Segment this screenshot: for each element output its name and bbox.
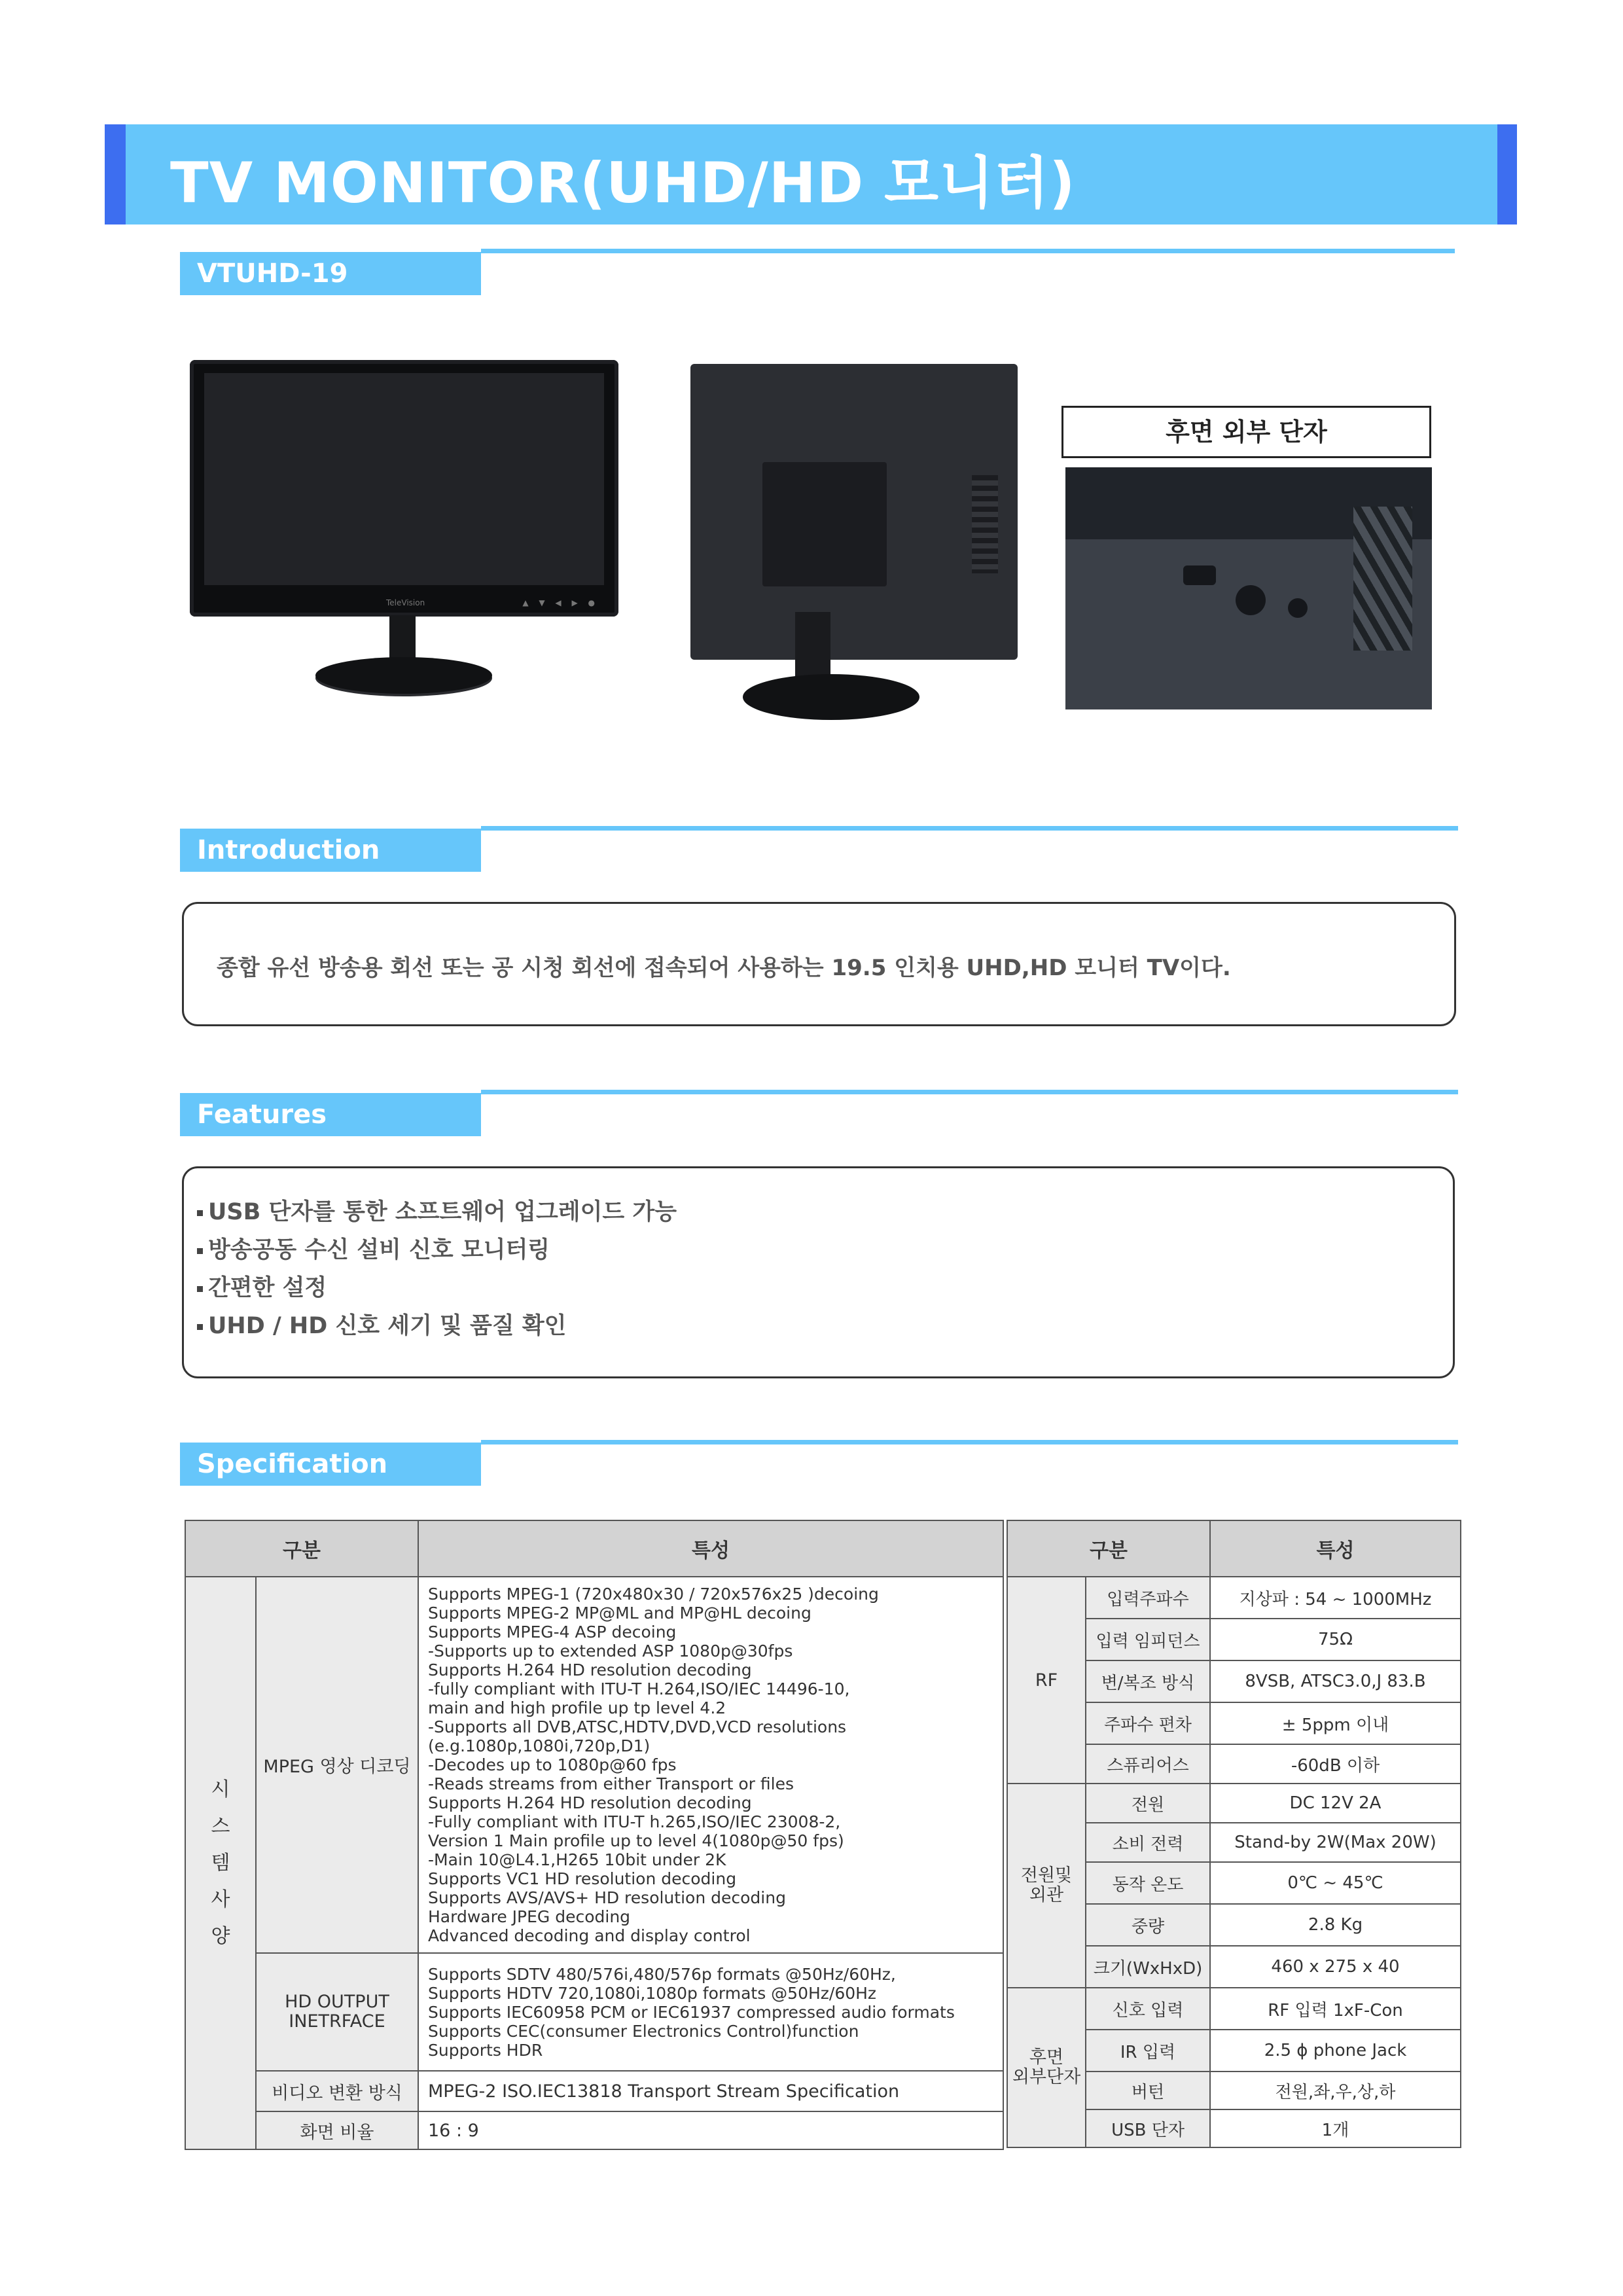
rear-row-value: 1개 [1210, 2109, 1461, 2147]
power-row-value: 460 x 275 x 40 [1210, 1946, 1461, 1988]
monitor-brand-logo: TeleVision [386, 598, 425, 607]
mpeg-text: Supports MPEG-1 (720x480x30 / 720x576x25 )decoing Supports MPEG-2 MP@ML and MP@HL decoing Supports MPEG-4 ASP decoing -Supports up to extended ASP 1080p@30fps Supports H.264 HD resolution decoding -fully compliant with ITU-T H.264,ISO/IEC 14496-10, main and high profile up tp level 4.2 -Supports all DVB,ATSC,HDTV,DVD,VCD resolutions (e.g.1080p,1080i,720p,D1) -Decodes up to 1080p@60 fps -Reads streams from either Transport or files Supports H.264 HD resolution decoding -Fully compliant with ITU-T h.265,ISO/IEC 23008-2, Version 1 Main profile up to level 4(1080p@50 fps) -Main 10@L4.1,H265 10bit under 2K Supports VC1 HD resolution decoding Supports AVS/AVS+ HD resolution decoding Hardware JPEG decoding Advanced decoding and display control [418, 1577, 1003, 1953]
aspect-ratio-text: 16 : 9 [418, 2111, 1003, 2149]
monitor-back-base [743, 674, 919, 720]
video-conversion-label: 비디오 변환 방식 [256, 2071, 418, 2111]
monitor-buttons: ▲ ▼ ◀ ▶ ● [522, 598, 599, 607]
rf-row-name: 변/복조 방식 [1086, 1660, 1210, 1702]
bullet-icon [197, 1210, 203, 1216]
rear-photo-fins [1353, 507, 1412, 651]
power-row-value: Stand-by 2W(Max 20W) [1210, 1823, 1461, 1862]
rear-row-name: 신호 입력 [1086, 1988, 1210, 2030]
rear-row-name: 버턴 [1086, 2072, 1210, 2109]
video-conversion-text: MPEG-2 ISO.IEC13818 Transport Stream Specification [418, 2071, 1003, 2111]
intro-heading: Introduction [180, 829, 481, 872]
rf-connector [1236, 585, 1266, 615]
mpeg-label: MPEG 영상 디코딩 [256, 1577, 418, 1953]
spec-rule [481, 1440, 1458, 1444]
title-left-accent [105, 124, 126, 224]
rf-row-value: -60dB 이하 [1210, 1744, 1461, 1784]
feature-item: 간편한 설정 [197, 1269, 677, 1307]
power-row-name: 동작 온도 [1086, 1862, 1210, 1904]
features-box [182, 1166, 1455, 1378]
rear-ports-label: 후면 외부 단자 [1061, 406, 1431, 458]
spec-table-left [185, 1520, 1004, 2150]
spec-left-header-category: 구분 [185, 1520, 418, 1577]
aspect-ratio-label: 화면 비율 [256, 2111, 418, 2149]
intro-rule [481, 826, 1458, 831]
rf-row-value: 75Ω [1210, 1619, 1461, 1660]
title-banner [105, 124, 1517, 224]
rf-row-name: 입력 임피던스 [1086, 1619, 1210, 1660]
intro-text: 종합 유선 방송용 회선 또는 공 시청 회선에 접속되어 사용하는 19.5 인치용 UHD,HD 모니터 TV이다. [217, 955, 1231, 981]
usb-port [1183, 565, 1216, 585]
bullet-icon [197, 1248, 203, 1254]
power-group-label: 전원및 외관 [1007, 1784, 1086, 1988]
rf-row-value: 지상파 : 54 ~ 1000MHz [1210, 1577, 1461, 1619]
feature-item: USB 단자를 통한 소프트웨어 업그레이드 가능 [197, 1193, 677, 1231]
system-spec-group: 시 스 템 사 양 [185, 1577, 256, 2149]
features-rule [481, 1090, 1458, 1094]
features-heading: Features [180, 1093, 481, 1136]
spec-heading: Specification [180, 1443, 481, 1486]
spec-left-header-property: 특성 [418, 1520, 1003, 1577]
power-row-name: 중량 [1086, 1904, 1210, 1946]
bullet-icon [197, 1324, 203, 1330]
feature-item: UHD / HD 신호 세기 및 품질 확인 [197, 1307, 677, 1345]
monitor-screen [204, 373, 604, 585]
hd-output-label: HD OUTPUT INETRFACE [256, 1953, 418, 2071]
rear-ports-photo [1065, 467, 1432, 709]
rear-row-value: 전원,좌,우,상,하 [1210, 2072, 1461, 2109]
intro-box [182, 902, 1456, 1026]
feature-item: 방송공동 수신 설비 신호 모니터링 [197, 1231, 677, 1269]
rear-group-label: 후면 외부단자 [1007, 1988, 1086, 2147]
rf-row-value: ± 5ppm 이내 [1210, 1702, 1461, 1744]
bullet-icon [197, 1286, 203, 1292]
spec-right-header-property: 특성 [1210, 1520, 1461, 1577]
power-row-value: DC 12V 2A [1210, 1784, 1461, 1823]
rear-row-name: IR 입력 [1086, 2030, 1210, 2072]
rf-row-name: 입력주파수 [1086, 1577, 1210, 1619]
title-right-accent [1497, 124, 1517, 224]
power-row-name: 전원 [1086, 1784, 1210, 1823]
monitor-back-vent [972, 475, 998, 573]
rear-row-value: 2.5 ϕ phone Jack [1210, 2030, 1461, 2072]
rf-row-name: 스퓨리어스 [1086, 1744, 1210, 1784]
rf-row-name: 주파수 편차 [1086, 1702, 1210, 1744]
rear-row-value: RF 입력 1xF-Con [1210, 1988, 1461, 2030]
model-label: VTUHD-19 [180, 252, 481, 295]
power-row-name: 소비 전력 [1086, 1823, 1210, 1862]
ir-jack [1288, 598, 1308, 618]
spec-right-header-category: 구분 [1007, 1520, 1210, 1577]
spec-table-right [1007, 1520, 1461, 2148]
rear-row-name: USB 단자 [1086, 2109, 1210, 2147]
rf-group-label: RF [1007, 1577, 1086, 1784]
monitor-front-image [190, 360, 618, 617]
monitor-back-bracket [762, 462, 887, 586]
monitor-back-image [690, 364, 1018, 660]
power-row-name: 크기(WxHxD) [1086, 1946, 1210, 1988]
page-title: TV MONITOR(UHD/HD 모니터) [170, 151, 1076, 216]
model-rule [481, 249, 1455, 253]
power-row-value: 0℃ ~ 45℃ [1210, 1862, 1461, 1904]
features-list [197, 1193, 677, 1345]
hd-output-text: Supports SDTV 480/576i,480/576p formats @50Hz/60Hz, Supports HDTV 720,1080i,1080p formats @50Hz/60Hz Supports IEC60958 PCM or IEC61937 compressed audio formats Supports CEC(consumer Electronics Control)function Supports HDR [418, 1953, 1003, 2071]
monitor-front-base [315, 657, 492, 694]
rf-row-value: 8VSB, ATSC3.0,J 83.B [1210, 1660, 1461, 1702]
power-row-value: 2.8 Kg [1210, 1904, 1461, 1946]
